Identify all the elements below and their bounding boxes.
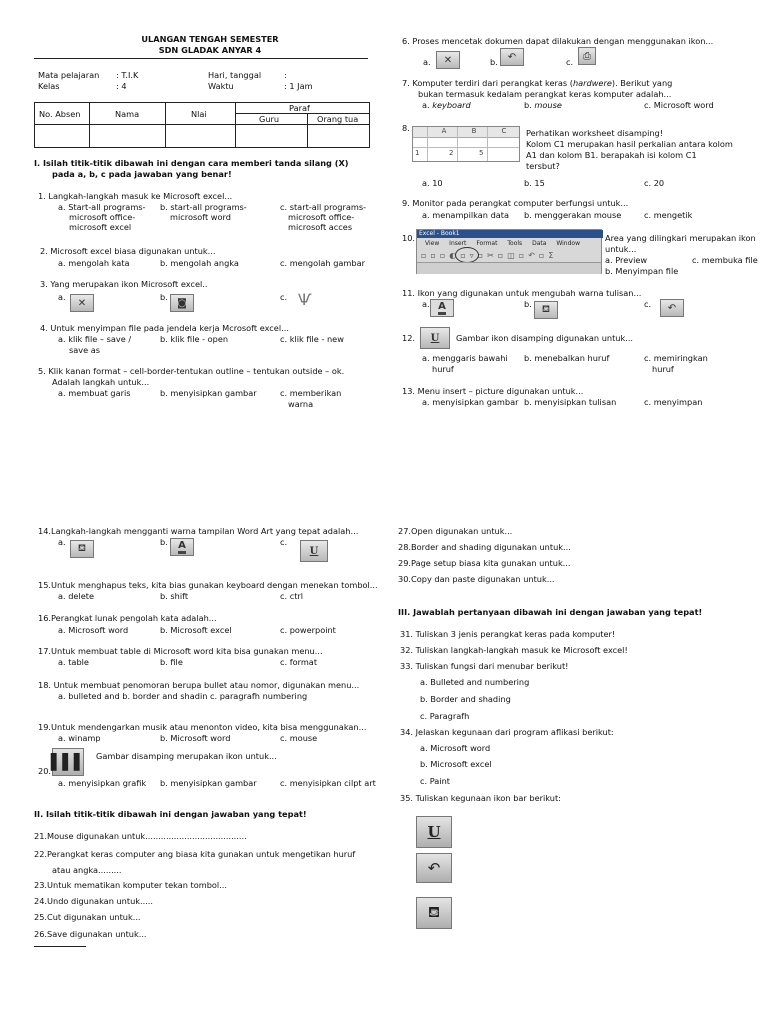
q12-c2: huruf (652, 364, 674, 374)
q17-a: a. table (58, 657, 89, 667)
q10-number: 10. (402, 233, 416, 243)
q1-c1: c. start-all programs- (280, 202, 367, 212)
q4-b: b. klik file - open (160, 334, 229, 344)
q20-a: a. menyisipkan grafik (58, 778, 147, 788)
word-icon: ◙ (170, 294, 194, 312)
q18-text: 18. Untuk membuat penomoran berupa bullet atau nomor, digunakan menu... (38, 680, 360, 690)
q30: 30.Copy dan paste digunakan untuk... (398, 574, 555, 584)
q10-line2: untuk... (605, 244, 637, 254)
q2-a: a. mengolah kata (58, 258, 130, 268)
menu-format: Format (476, 240, 498, 247)
q9-b: b. menggerakan mouse (524, 210, 622, 220)
q8-line4: tersbut? (526, 161, 560, 171)
q7-b: b. mouse (524, 100, 562, 110)
ws-col-b: B (471, 127, 477, 135)
excel-icon: ✕ (70, 294, 94, 312)
q34-b: b. Microsoft excel (420, 759, 492, 769)
kelas-value: : 4 (116, 81, 127, 91)
q12-b: b. menebalkan huruf (524, 353, 610, 363)
q26: 26.Save digunakan untuk... (34, 929, 147, 939)
q8-number: 8. (402, 123, 410, 133)
q5-a: a. membuat garis (58, 388, 131, 398)
fill-color-icon: ⛾ (416, 897, 452, 929)
mapel-label: Mata pelajaran (38, 70, 100, 80)
menu-data: Data (532, 240, 547, 247)
waktu-value: : 1 Jam (284, 81, 313, 91)
q12-number: 12. (402, 333, 416, 343)
q35: 35. Tuliskan kegunaan ikon bar berikut: (400, 793, 561, 803)
score-table (34, 102, 370, 148)
q28: 28.Border and shading digunakan untuk... (398, 542, 571, 552)
q34: 34. Jelaskan kegunaan dari program aflikasi berikut: (400, 727, 614, 737)
q20-c: c. menyisipkan cilpt art (280, 778, 376, 788)
col-paraf: Paraf (289, 103, 310, 113)
q15-b: b. shift (160, 591, 189, 601)
q13-a: a. menyisipkan gambar (422, 397, 519, 407)
q12-a2: huruf (432, 364, 454, 374)
q1-a2: microsoft office- (69, 212, 136, 222)
q1-c3: microsoft acces (288, 222, 353, 232)
menu-window: Window (556, 240, 581, 247)
q7-a: a. keyboard (422, 100, 471, 110)
q15-text: 15.Untuk menghapus teks, kita bias gunakan keyboard dengan menekan tombol... (38, 580, 378, 590)
q1-b1: b. start-all programs- (160, 202, 247, 212)
hari-value: : (284, 70, 287, 80)
q19-a: a. winamp (58, 733, 101, 743)
q14-b-label: b. (160, 537, 168, 547)
q8-line2: Kolom C1 merupakan hasil perkalian antara kolom (526, 139, 733, 149)
hari-label: Hari, tanggal (208, 70, 262, 80)
q32: 32. Tuliskan langkah-langkah masuk ke Microsoft excel! (400, 645, 628, 655)
q14-a-label: a. (58, 537, 66, 547)
q15-a: a. delete (58, 591, 95, 601)
underline-icon: U (416, 816, 452, 848)
q8-line3: A1 dan kolom B1. berapakah isi kolom C1 (526, 150, 697, 160)
q2-text: 2. Microsoft excel biasa digunakan untuk... (40, 246, 216, 256)
q17-b: b. file (160, 657, 183, 667)
q5-b: b. menyisipkan gambar (160, 388, 257, 398)
q1-a3: microsoft excel (69, 222, 132, 232)
undo-icon: ↶ (500, 48, 524, 66)
q24: 24.Undo digunakan untuk..... (34, 896, 154, 906)
title-line1: ULANGAN TENGAH SEMESTER (141, 34, 279, 44)
q3-text: 3. Yang merupakan ikon Microsoft excel.. (40, 279, 208, 289)
q6-b-label: b. (490, 57, 498, 67)
q4-c: c. klik file - new (280, 334, 344, 344)
q33-c: c. Paragrafh (420, 711, 470, 721)
q6-c-label: c. (566, 57, 574, 67)
col-nilai: Nlai (191, 109, 207, 119)
q33: 33. Tuliskan fungsi dari menubar berikut! (400, 661, 569, 671)
font-color-icon: A (430, 299, 454, 317)
q11-b-label: b. (524, 299, 532, 309)
mapel-value: : T.I.K (116, 70, 139, 80)
toolbar-icons: ▫▫▫◐▫▿▫✂▫◫▫↶▫Σ (421, 251, 558, 260)
q4-a2: save as (69, 345, 101, 355)
q11-c-label: c. (644, 299, 652, 309)
q2-b: b. mengolah angka (160, 258, 239, 268)
excel-icon: ✕ (436, 51, 460, 69)
q29: 29.Page setup biasa kita gunakan untuk... (398, 558, 571, 568)
q9-text: 9. Monitor pada perangkat computer berfungsi untuk... (402, 198, 629, 208)
section2-title: II. Isilah titik-titik dibawah ini dengan jawaban yang tepat! (34, 809, 307, 819)
menu-tools: Tools (507, 240, 523, 247)
q3-a-label: a. (58, 292, 66, 302)
q14-text: 14.Langkah-langkah mengganti warna tampilan Word Art yang tepat adalah... (38, 526, 359, 536)
q10-b: b. Menyimpan file (605, 266, 679, 276)
q7-c: c. Microsoft word (644, 100, 714, 110)
wordart-icon: Ѱ (298, 290, 312, 309)
q21: 21.Mouse digunakan untuk....................................... (34, 831, 247, 841)
font-color-icon: A (170, 538, 194, 556)
q13-c: c. menyimpan (644, 397, 703, 407)
col-nama: Nama (115, 109, 140, 119)
q16-text: 16.Perangkat lunak pengolah kata adalah... (38, 613, 217, 623)
q1-b2: microsoft word (170, 212, 231, 222)
menu-view: View (425, 240, 440, 247)
q1-c2: microsoft office- (288, 212, 355, 222)
q23: 23.Untuk mematikan komputer tekan tombol... (34, 880, 228, 890)
q11-text: 11. Ikon yang digunakan untuk mengubah warna tulisan... (402, 288, 642, 298)
q33-a: a. Bulleted and numbering (420, 677, 530, 687)
circled-preview-icon (455, 247, 479, 263)
q17-text: 17.Untuk membuat table di Microsoft word kita bisa gunakan menu... (38, 646, 323, 656)
section1-title-b: pada a, b, c pada jawaban yang benar! (52, 169, 232, 179)
q16-c: c. powerpoint (280, 625, 336, 635)
ws-col-a: A (441, 127, 447, 135)
q9-c: c. mengetik (644, 210, 693, 220)
q2-c: c. mengolah gambar (280, 258, 365, 268)
kelas-label: Kelas (38, 81, 60, 91)
col-orang-tua: Orang tua (317, 114, 359, 124)
q7-text1: 7. Komputer terdiri dari perangkat keras (hardwere). Berikut yang (402, 78, 673, 88)
q20-text: Gambar disamping merupakan ikon untuk... (96, 751, 277, 761)
q20-b: b. menyisipkan gambar (160, 778, 257, 788)
q1-text: 1. Langkah-langkah masuk ke Microsoft excel... (38, 191, 233, 201)
undo-icon: ↶ (416, 853, 452, 883)
q17-c: c. format (280, 657, 318, 667)
q33-b: b. Border and shading (420, 694, 511, 704)
q15-c: c. ctrl (280, 591, 304, 601)
ws-cell-b1: 5 (479, 149, 484, 157)
waktu-label: Waktu (208, 81, 234, 91)
excel-toolbar-image (416, 229, 602, 274)
q3-c-label: c. (280, 292, 288, 302)
undo-icon: ↶ (660, 299, 684, 317)
q4-text: 4. Untuk menyimpan file pada jendela kerja Mcrosoft excel... (40, 323, 289, 333)
fill-color-icon: ⛾ (70, 540, 94, 558)
q13-text: 13. Menu insert – picture digunakan untuk... (402, 386, 584, 396)
q12-a1: a. menggaris bawahi (422, 353, 508, 363)
q18-answers: a. bulleted and b. border and shadin c. paragrafh numbering (58, 691, 308, 701)
q19-text: 19.Untuk mendengarkan musik atau menonton video, kita bisa menggunakan... (38, 722, 367, 732)
q34-a: a. Microsoft word (420, 743, 491, 753)
footnote-line (34, 946, 86, 947)
q8-a: a. 10 (422, 178, 443, 188)
q5-text1: 5. Klik kanan format – cell-border-tentukan outline – tentukan outside – ok. (38, 366, 345, 376)
q3-b-label: b. (160, 292, 168, 302)
q31: 31. Tuliskan 3 jenis perangkat keras pada komputer! (400, 629, 616, 639)
q25: 25.Cut digunakan untuk... (34, 912, 141, 922)
q22: 22.Perangkat keras computer ang biasa kita gunakan untuk mengetikan huruf (34, 849, 356, 859)
header-divider (34, 58, 368, 59)
q34-c: c. Paint (420, 776, 450, 786)
section3-title: III. Jawablah pertanyaan dibawah ini dengan jawaban yang tepat! (398, 607, 703, 617)
menu-insert: Insert (449, 240, 467, 247)
q6-a-label: a. (423, 57, 431, 67)
q5-text2: Adalah langkah untuk... (52, 377, 150, 387)
q5-c2: warna (288, 399, 314, 409)
col-guru: Guru (259, 114, 280, 124)
q8-c: c. 20 (644, 178, 665, 188)
q7-text2: bukan termasuk kedalam perangkat keras komputer adalah... (418, 89, 672, 99)
ws-cell-a1: 2 (449, 149, 454, 157)
q14-c-label: c. (280, 537, 288, 547)
ws-col-c: C (501, 127, 507, 135)
q10-line1: Area yang dilingkari merupakan ikon (605, 233, 756, 243)
q4-a1: a. klik file – save / (58, 334, 132, 344)
q9-a: a. menampilkan data (422, 210, 510, 220)
q27: 27.Open digunakan untuk... (398, 526, 513, 536)
worksheet-image (412, 126, 520, 162)
col-no-absen: No. Absen (39, 109, 81, 119)
q8-b: b. 15 (524, 178, 545, 188)
q16-b: b. Microsoft excel (160, 625, 232, 635)
q20-number: 20. (38, 766, 52, 776)
q16-a: a. Microsoft word (58, 625, 129, 635)
printer-icon: ⎙ (578, 47, 596, 65)
q12-c1: c. memiringkan (644, 353, 708, 363)
underline-icon: U (300, 540, 328, 562)
chart-icon: ▌▌▌ (52, 748, 84, 776)
q19-c: c. mouse (280, 733, 318, 743)
excel-window-title: Excel - Book1 (417, 230, 603, 238)
q10-a: a. Preview (605, 255, 648, 265)
underline-icon: U (420, 327, 450, 349)
title-line2: SDN GLADAK ANYAR 4 (158, 45, 262, 55)
q10-c: c. membuka file (692, 255, 758, 265)
ws-row-1: 1 (415, 149, 420, 157)
q5-c1: c. memberikan (280, 388, 342, 398)
q19-b: b. Microsoft word (160, 733, 231, 743)
q13-b: b. menyisipkan tulisan (524, 397, 617, 407)
q11-a-label: a. (422, 299, 430, 309)
q12-text: Gambar ikon disamping digunakan untuk... (456, 333, 634, 343)
fill-color-icon: ⛾ (534, 301, 558, 319)
section1-title-a: I. Isilah titik-titik dibawah ini dengan cara memberi tanda silang (X) (34, 158, 349, 168)
q6-text: 6. Proses mencetak dokumen dapat dilakukan dengan menggunakan ikon... (402, 36, 714, 46)
q22-cont: atau angka......... (52, 865, 122, 875)
q8-line1: Perhatikan worksheet disamping! (526, 128, 664, 138)
q1-a1: a. Start-all programs- (58, 202, 146, 212)
